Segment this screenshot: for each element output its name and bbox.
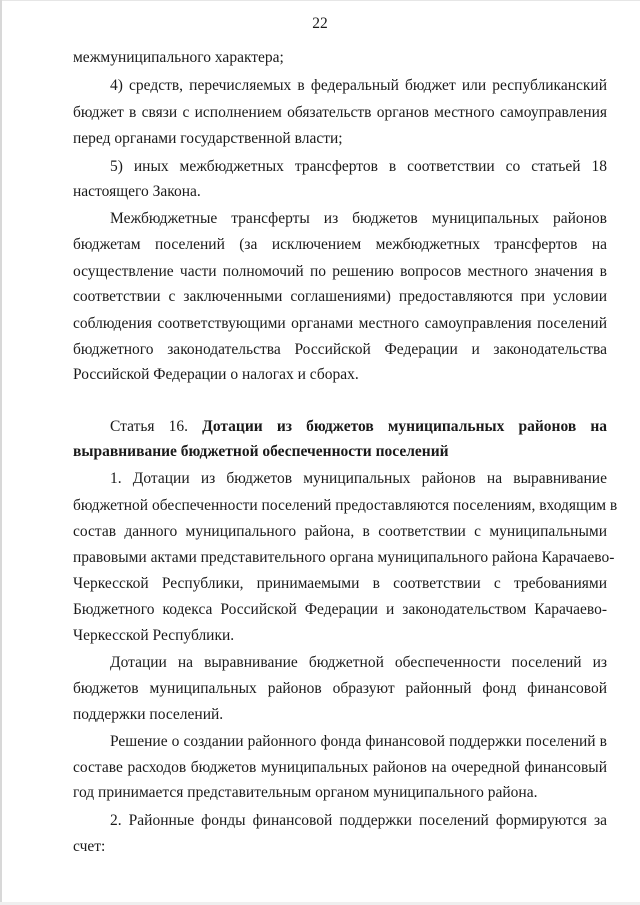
scan-edge-top [0, 0, 640, 1]
item-5-line-2: настоящего Закона. [73, 183, 201, 200]
transfers-line-1: Межбюджетные трансферты из бюджетов муниципальных районов [110, 210, 607, 227]
decision-line-3: год принимается представительным органом муниципального района. [73, 784, 538, 801]
transfers-line-3: осуществление части полномочий по решению вопросов местного значения в [73, 263, 607, 280]
point-1-line-4: правовыми актами представительного органа муниципального района Карачаево- [73, 549, 615, 566]
decision-line-1: Решение о создании районного фонда финансовой поддержки поселений в [110, 733, 607, 750]
fund-line-3: поддержки поселений. [73, 706, 224, 723]
item-5-line-1: 5) иных межбюджетных трансфертов в соответствии со статьей 18 [110, 158, 607, 175]
point-2-line-1: 2. Районные фонды финансовой поддержки поселений формируются за [110, 812, 607, 829]
item-4-line-1: 4) средств, перечисляемых в федеральный бюджет или республиканский [110, 77, 607, 94]
item-4-line-3: перед органами государственной власти; [73, 130, 343, 147]
point-1-line-2: бюджетной обеспеченности поселений предоставляются поселениям, входящим в [73, 497, 618, 514]
decision-line-2: составе расходов бюджетов муниципальных районов на очередной финансовый [73, 759, 607, 776]
transfers-line-5: соблюдения соответствующими органами местного самоуправления поселений [73, 315, 607, 332]
scan-edge-left [0, 0, 2, 905]
point-1-line-6: Бюджетного кодекса Российской Федерации и законодательством Карачаево- [73, 601, 607, 618]
transfers-line-4: соответствии с заключенными соглашениями) предоставляются при условии [73, 288, 607, 305]
point-1-line-3: состав данного муниципального района, в соответствии с муниципальными [73, 523, 607, 540]
item-4-line-2: бюджет в связи с исполнением обязательств органов местного самоуправления [73, 104, 607, 121]
page-number: 22 [312, 15, 328, 32]
article-16-heading [110, 417, 607, 437]
transfers-line-2: бюджетам поселений (за исключением межбюджетных трансфертов на [73, 236, 607, 253]
point-1-line-1: 1. Дотации из бюджетов муниципальных районов на выравнивание [110, 470, 607, 487]
article-16-label: Статья 16. [110, 418, 189, 435]
article-16-title-line-2: выравнивание бюджетной обеспеченности поселений [73, 443, 449, 460]
point-2-line-2: счет: [73, 838, 106, 855]
transfers-line-6: бюджетного законодательства Российской Федерации и законодательства [73, 341, 607, 358]
point-1-line-7: Черкесской Республики. [73, 627, 235, 644]
article-16-title-line-1: Дотации из бюджетов муниципальных районов на [202, 418, 607, 435]
intro-line: межмуниципального характера; [73, 49, 284, 66]
fund-line-2: бюджетов муниципальных районов образуют районный фонд финансовой [73, 680, 607, 697]
fund-line-1: Дотации на выравнивание бюджетной обеспеченности поселений из [110, 654, 607, 671]
point-1-line-5: Черкесской Республики, принимаемыми в соответствии с требованиями [73, 575, 607, 592]
transfers-line-7: Российской Федерации о налогах и сборах. [73, 366, 359, 383]
